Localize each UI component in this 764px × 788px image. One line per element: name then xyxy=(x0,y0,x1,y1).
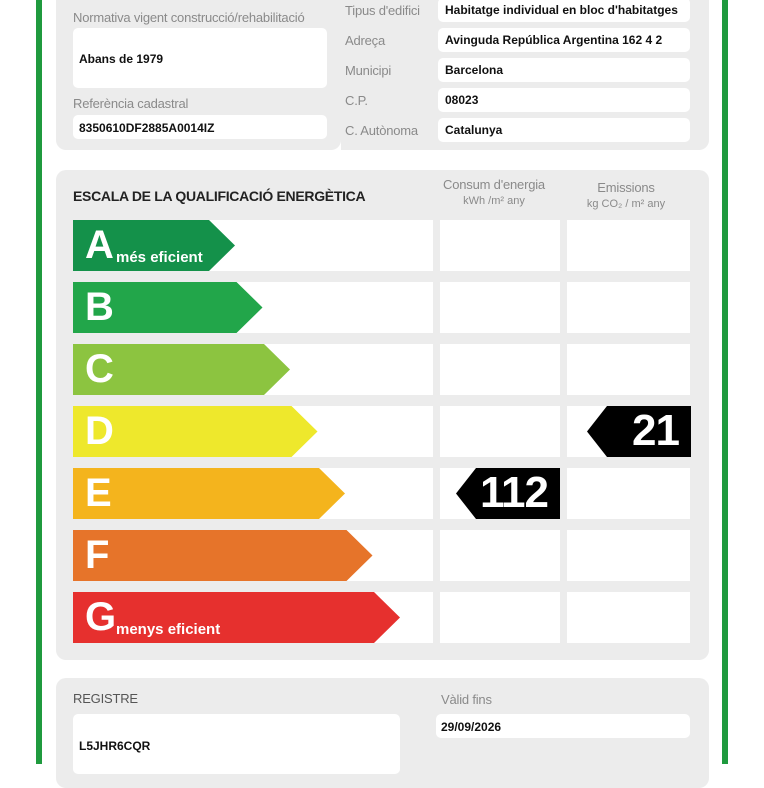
class-letter: C xyxy=(85,347,114,391)
class-arrow-b xyxy=(73,282,263,332)
field-label: Tipus d'edifici xyxy=(345,3,420,18)
marker-value: 112 xyxy=(480,468,548,517)
class-arrow-c xyxy=(73,344,290,394)
class-arrow-polygon xyxy=(73,468,345,519)
class-letter: E xyxy=(85,471,112,515)
consum-cell xyxy=(440,592,560,643)
registre-label: REGISTRE xyxy=(73,691,138,706)
emissions-cell xyxy=(567,592,690,643)
emissions-cell xyxy=(567,344,690,395)
emissions-cell xyxy=(567,468,690,519)
valid-value: 29/09/2026 xyxy=(441,720,502,734)
consum-header-label: Consum d'energia xyxy=(443,177,545,192)
consum-cell xyxy=(440,344,560,395)
emissions-cell xyxy=(567,220,690,271)
consum-cell xyxy=(440,282,560,333)
class-arrow-shape xyxy=(73,468,345,519)
class-letter: D xyxy=(85,409,114,453)
class-arrow-a xyxy=(73,220,235,270)
class-arrow-g xyxy=(73,592,400,642)
field-value: 08023 xyxy=(445,93,479,107)
consum-cell xyxy=(440,220,560,271)
class-arrow-d xyxy=(73,406,318,456)
field-value: Avinguda República Argentina 162 4 2 xyxy=(445,33,663,47)
field-label: C. Autònoma xyxy=(345,123,418,138)
consum-unit-label: kWh /m² any xyxy=(463,195,525,207)
field-value: Catalunya xyxy=(445,123,503,137)
field-label: C.P. xyxy=(345,93,368,108)
normativa-label: Normativa vigent construcció/rehabilitació xyxy=(73,10,305,25)
class-sublabel: menys eficient xyxy=(116,621,221,638)
class-letter: A xyxy=(85,223,114,267)
class-sublabel: més eficient xyxy=(116,249,203,266)
field-value: Habitatge individual en bloc d'habitatges xyxy=(445,3,678,17)
referencia-value: 8350610DF2885A0014IZ xyxy=(79,121,215,135)
frame-right-border xyxy=(722,0,728,764)
consum-cell xyxy=(440,530,560,581)
marker-value: 21 xyxy=(632,406,679,455)
emissions-value-marker xyxy=(587,406,691,456)
consum-cell xyxy=(440,406,560,457)
consum-column-header xyxy=(440,177,548,207)
class-arrow-polygon xyxy=(73,530,373,581)
emissions-header-label: Emissions xyxy=(597,180,655,195)
emissions-cell xyxy=(567,530,690,581)
emissions-cell xyxy=(567,282,690,333)
field-label: Adreça xyxy=(345,33,385,48)
emissions-unit-label: kg CO₂ / m² any xyxy=(586,198,666,210)
emissions-column-header xyxy=(567,180,685,210)
class-letter: G xyxy=(85,595,117,639)
class-arrow-e xyxy=(73,468,345,518)
normativa-value: Abans de 1979 xyxy=(79,52,164,66)
referencia-label: Referència cadastral xyxy=(73,96,189,111)
class-letter: F xyxy=(85,533,110,577)
frame-left-border xyxy=(36,0,42,764)
class-arrow-f xyxy=(73,530,373,580)
field-label: Municipi xyxy=(345,63,392,78)
scale-title: ESCALA DE LA QUALIFICACIÓ ENERGÈTICA xyxy=(73,188,366,204)
field-value: Barcelona xyxy=(445,63,504,77)
consum-value-marker xyxy=(456,468,560,518)
class-letter: B xyxy=(85,285,114,329)
class-arrow-shape xyxy=(73,530,373,581)
valid-label: Vàlid fins xyxy=(441,692,492,707)
registre-value: L5JHR6CQR xyxy=(79,739,151,753)
